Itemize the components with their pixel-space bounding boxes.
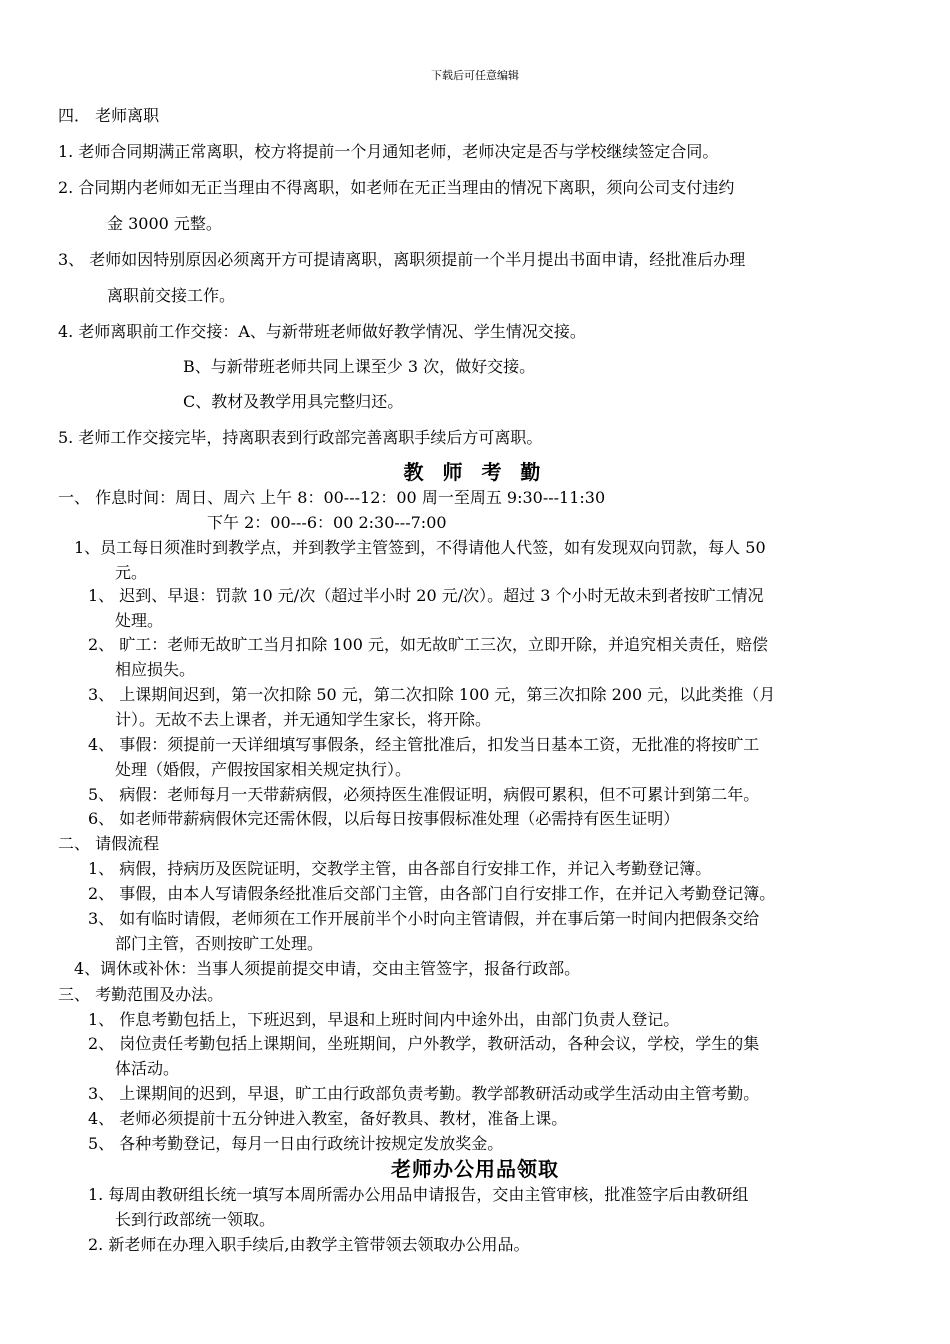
text-line: 元。 <box>115 563 148 582</box>
list-item: 1、 作息考勤包括上，下班迟到，早退和上班时间内中途外出，由部门负责人登记。 <box>88 1010 680 1029</box>
subsection-heading: 二、 请假流程 <box>58 834 160 853</box>
list-item: 2、 旷工：老师无故旷工当月扣除 100 元，如无故旷工三次，立即开除，并追究相关责任，赔偿 <box>88 635 768 654</box>
list-item: 5、 各种考勤登记，每月一日由行政统计按规定发放奖金。 <box>88 1134 504 1153</box>
list-item: 4、 事假：须提前一天详细填写事假条，经主管批准后，扣发当日基本工资，无批准的将按旷工 <box>88 735 760 754</box>
list-item: 1、 病假，持病历及医院证明，交教学主管，由各部自行安排工作，并记入考勤登记簿。 <box>88 859 712 878</box>
list-item: 3、 如有临时请假，老师须在工作开展前半个小时向主管请假，并在事后第一时间内把假条交给 <box>88 909 760 928</box>
page-header: 下载后可任意编辑 <box>431 69 519 82</box>
list-item: 6、 如老师带薪病假休完还需休假，以后每日按事假标准处理（必需持有医生证明） <box>88 809 680 828</box>
list-item: 3、 老师如因特别原因必须离开方可提请离职，离职须提前一个半月提出书面申请，经批准后办理 <box>58 250 746 269</box>
list-item-sub: B、与新带班老师共同上课至少 3 次，做好交接。 <box>183 357 536 376</box>
list-item-continuation: 处理。 <box>115 611 164 630</box>
list-item-continuation: 计）。无故不去上课者，并无通知学生家长，将开除。 <box>115 710 492 729</box>
list-item-continuation: 离职前交接工作。 <box>107 286 236 305</box>
list-item: 2. 合同期内老师如无正当理由不得离职，如老师在无正当理由的情况下离职，须向公司支付违约 <box>58 178 735 197</box>
section-title: 教 师 考 勤 <box>403 460 547 484</box>
text-line: 下午 2：00---6：00 2:30---7:00 <box>207 513 447 532</box>
list-item: 5. 老师工作交接完毕，持离职表到行政部完善离职手续后方可离职。 <box>58 428 543 447</box>
list-item-continuation: 金 3000 元整。 <box>107 214 222 233</box>
section-heading: 四． 老师离职 <box>58 106 160 125</box>
subsection-heading: 三、 考勤范围及办法。 <box>58 985 224 1004</box>
list-item-continuation: 部门主管，否则按旷工处理。 <box>115 934 324 953</box>
list-item: 2、 岗位责任考勤包括上课期间，坐班期间，户外教学，教研活动，各种会议，学校，学生的集 <box>88 1034 760 1053</box>
list-item: 1. 每周由教研组长统一填写本周所需办公用品申请报告，交由主管审核，批准签字后由教研组 <box>88 1185 749 1204</box>
list-item: 4. 老师离职前工作交接：A、与新带班老师做好教学情况、学生情况交接。 <box>58 322 586 341</box>
list-item: 4、 老师必须提前十五分钟进入教室，备好教具、教材，准备上课。 <box>88 1109 568 1128</box>
list-item: 3、 上课期间迟到，第一次扣除 50 元，第二次扣除 100 元，第三次扣除 200 元，以此类推（月 <box>88 685 776 704</box>
list-item-continuation: 相应损失。 <box>115 660 196 679</box>
list-item-continuation: 长到行政部统一领取。 <box>115 1210 276 1229</box>
list-item: 4、调休或补休：当事人须提前提交申请，交由主管签字，报备行政部。 <box>74 959 581 978</box>
list-item-sub: C、教材及教学用具完整归还。 <box>183 392 404 411</box>
section-title: 老师办公用品领取 <box>391 1157 559 1181</box>
list-item: 2、 事假，由本人写请假条经批准后交部门主管，由各部门自行安排工作，在并记入考勤登记簿。 <box>88 884 776 903</box>
list-item-continuation: 体活动。 <box>115 1059 180 1078</box>
list-item: 5、 病假：老师每月一天带薪病假，必须持医生准假证明，病假可累积，但不可累计到第二年。 <box>88 785 760 804</box>
text-line: 一、 作息时间：周日、周六 上午 8：00---12：00 周一至周五 9:30---11:30 <box>58 488 606 507</box>
list-item: 1. 老师合同期满正常离职，校方将提前一个月通知老师，老师决定是否与学校继续签定合同。 <box>58 142 719 161</box>
text-line: 1、员工每日须准时到教学点，并到教学主管签到，不得请他人代签，如有发现双向罚款，每人 50 <box>74 538 766 557</box>
list-item: 2. 新老师在办理入职手续后,由教学主管带领去领取办公用品。 <box>88 1235 530 1254</box>
list-item: 3、 上课期间的迟到，早退，旷工由行政部负责考勤。教学部教研活动或学生活动由主管考勤。 <box>88 1084 760 1103</box>
list-item-continuation: 处理（婚假，产假按国家相关规定执行）。 <box>115 760 412 779</box>
list-item: 1、 迟到、早退：罚款 10 元/次（超过半小时 20 元/次）。超过 3 个小时无故未到者按旷工情况 <box>88 586 764 605</box>
